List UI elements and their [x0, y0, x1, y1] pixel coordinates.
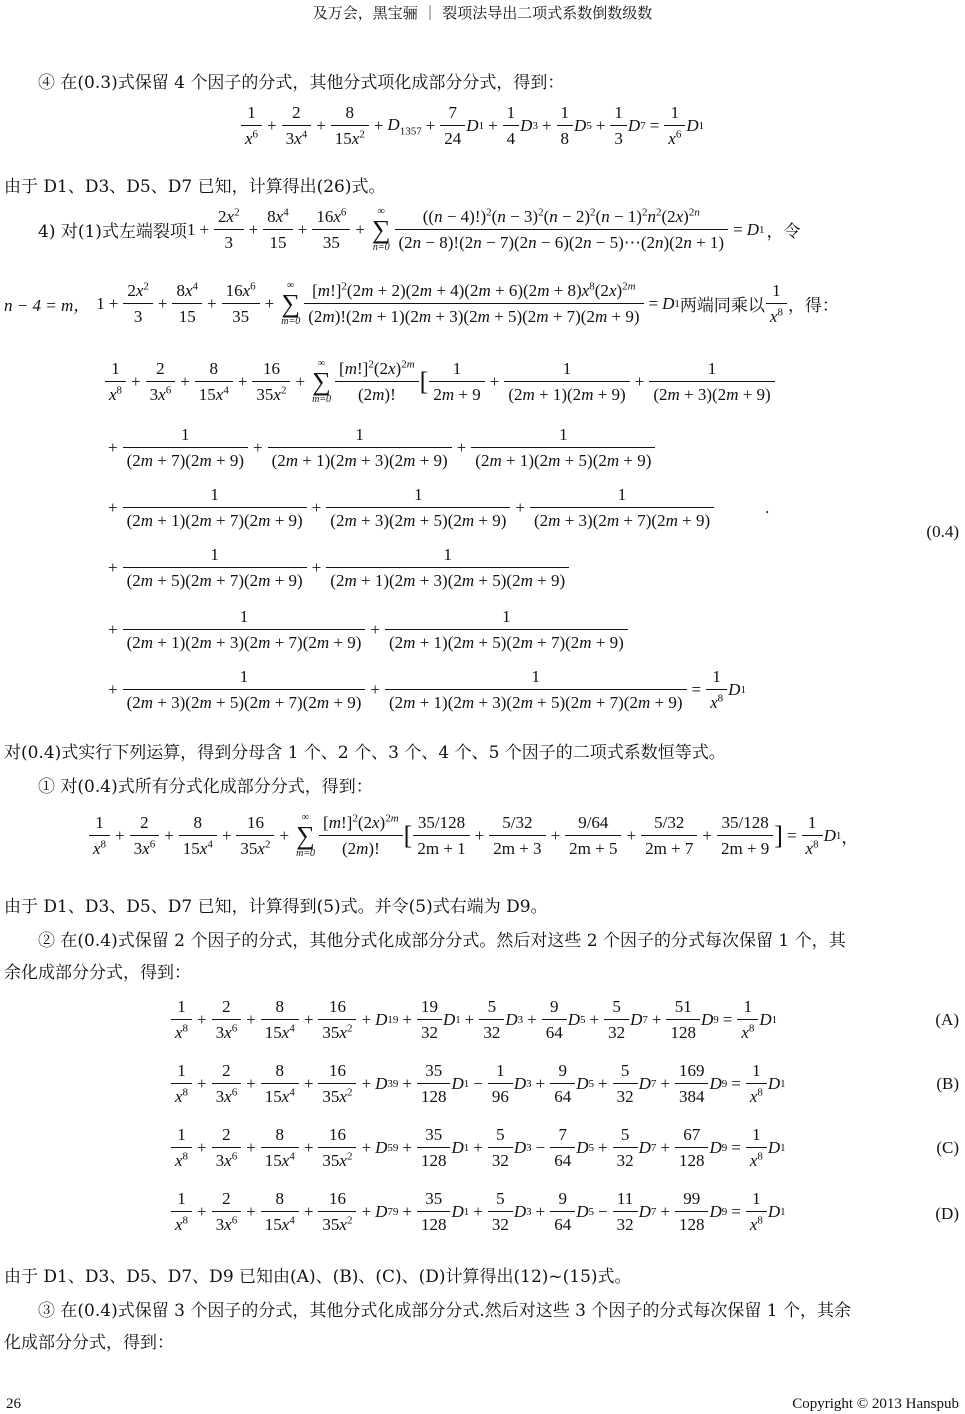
eqB-sign5: +	[535, 1073, 546, 1093]
eq1-c1-den: 24	[444, 129, 462, 149]
eqC-sign5: −	[535, 1137, 546, 1157]
eqA-c3-num: 5	[479, 996, 504, 1020]
eqB-c9-den: 384	[678, 1087, 705, 1107]
paragraph-step-c-cont: 化成部分分式，得到：	[4, 1333, 174, 1353]
eqC-c5-den: 64	[554, 1151, 572, 1171]
paragraph-step-b-cont: 余化成部分分式，得到：	[4, 963, 191, 983]
eqC-c3-den: 32	[491, 1151, 509, 1171]
eq5-coeff-5: 35/128	[717, 812, 773, 836]
eqB-sub: 39	[387, 1077, 399, 1090]
eqC-sub: 59	[387, 1141, 399, 1154]
eq5-den-2: 2m + 3	[493, 839, 542, 859]
eq5-den-1: 2m + 1	[417, 839, 466, 859]
equation-step4: $\frac{1}{x^6}$ + $\frac{2}{3x^4}$ + $\frac{8}{15x^2}$ + $D_{1357}$ + $\frac{7}{24}$ D 1 + $\frac{1}{4}$ D 3 + $\frac{1}{8}$ D 5 + $\frac{1}{3}$ D 7 = $\frac{1}{x^6}$ D 1	[240, 102, 704, 150]
eq1-c5-num: 1	[557, 102, 574, 126]
equation-A: $\frac{1}{x^8}$ + $\frac{2}{3x^6}$ + $\frac{8}{15x^4}$ + $\frac{16}{35x^2}$ + D 19 + $\frac{19}{32}$ D 1 + $\frac{5}{32}$ D 3 + $\frac{9}{64}$ D 5 + $\frac{5}{32}$ D 7 + $\frac{51}{128}$ D 9 = $\frac{1}{x^8}$ D 1	[170, 996, 777, 1044]
eqC-sign7: +	[597, 1137, 608, 1157]
eq1-c5-den: 8	[560, 129, 570, 149]
eqB-sign7: +	[597, 1073, 608, 1093]
eq5-coeff-4: 5/32	[641, 812, 697, 836]
paragraph-d-known-2: 由于 D1、D3、D5、D7 已知，计算得到(5)式。并令(5)式右端为 D9。	[4, 897, 548, 917]
paragraph-d-known-3: 由于 D1、D3、D5、D7、D9 已知由(A)、(B)、(C)、(D)计算得出(12)~(15)式。	[4, 1267, 632, 1287]
equation-B: $\frac{1}{x^8}$ + $\frac{2}{3x^6}$ + $\frac{8}{15x^4}$ + $\frac{16}{35x^2}$ + D 39 + $\frac{35}{128}$ D 1 − $\frac{1}{96}$ D 3 + $\frac{9}{64}$ D 5 + $\frac{5}{32}$ D 7 + $\frac{169}{384}$ D 9 = $\frac{1}{x^8}$ D 1	[170, 1060, 786, 1108]
paragraph-step-c: ③ 在(0.4)式保留 3 个因子的分式，其他分式化成部分分式.然后对这些 3 个因子的分式每次保留 1 个，其余	[38, 1301, 851, 1321]
eqA-c7-num: 5	[604, 996, 629, 1020]
paragraph-step4: ④ 在(0.3)式保留 4 个因子的分式，其他分式项化成部分分式，得到：	[38, 73, 565, 93]
eqC-sign3: +	[473, 1137, 483, 1157]
eqC-c1-den: 128	[420, 1151, 447, 1171]
eqB-c3-num: 1	[488, 1060, 513, 1084]
eqD-sign7: −	[597, 1201, 608, 1221]
equation-partial-fractions: $\frac{1}{x^8}$ + $\frac{2}{3x^6}$ + $\frac{8}{15x^4}$ + $\frac{16}{35x^2}$ + ∞ ∑ m=0 $\frac{[m!]^2(2x)^{2m}}{(2m)!}$ [ $\frac{35/128}{2m + 1}$ + $\frac{5/32}{2m + 3}$ + $\frac{9/64}{2m + 5}$ + $\frac{5/32}{2m + 7}$ + $\frac{35/128}{2m + 9}$ ] = $\frac{1}{x^8}$ D 1 ，	[88, 812, 858, 860]
eqC-c5-num: 7	[550, 1124, 575, 1148]
eqD-c9-num: 99	[675, 1188, 709, 1212]
eqD-c5-den: 64	[554, 1215, 572, 1235]
equation-tag-D: (D)	[935, 1204, 959, 1223]
eqA-c5-den: 64	[545, 1023, 563, 1043]
step4-let: ，令	[766, 222, 801, 243]
eqD-sign5: +	[535, 1201, 546, 1221]
eqB-c5-num: 9	[550, 1060, 575, 1084]
eqA-c1-den: 32	[420, 1023, 438, 1043]
page-number: 26	[6, 1396, 21, 1412]
eqD-c3-num: 5	[488, 1188, 513, 1212]
sum-symbol: ∞ ∑ n=0	[371, 205, 391, 253]
equation-tag-A: (A)	[935, 1010, 959, 1029]
eqB-c5-den: 64	[554, 1087, 572, 1107]
equation-substitution: n − 4 = m， 1 + $\frac{2x^2}{3}$ + $\frac{8x^4}{15}$ + $\frac{16x^6}{35}$ + ∞ ∑ m=0 $\frac{[m!]^2(2m + 2)(2m + 4)(2m + 6)(2m + 8)x^8(2x)^{2m}}{(2m)!(2m + 1)(2m + 3)(2m + 5)(2m + 7)(2m + 9)}$ = D 1 两端同乘以 $\frac{1}{x^8}$ ，得：	[4, 279, 839, 327]
eq5-coeff-3: 9/64	[565, 812, 621, 836]
eqD-sub: 79	[387, 1205, 399, 1218]
eq1-c3-num: 1	[503, 102, 520, 126]
equation-tag-04: (0.4)	[926, 522, 959, 541]
eqA-c7-den: 32	[608, 1023, 626, 1043]
eqB-c9-num: 169	[675, 1060, 709, 1084]
equation-D: $\frac{1}{x^8}$ + $\frac{2}{3x^6}$ + $\frac{8}{15x^4}$ + $\frac{16}{35x^2}$ + D 79 + $\frac{35}{128}$ D 1 + $\frac{5}{32}$ D 3 + $\frac{9}{64}$ D 5 − $\frac{11}{32}$ D 7 + $\frac{99}{128}$ D 9 = $\frac{1}{x^8}$ D 1	[170, 1188, 786, 1236]
eqD-c5-num: 9	[550, 1188, 575, 1212]
equation-04-line3: + $\frac{1}{(2m + 1)(2m + 7)(2m + 9)}$ + $\frac{1}{(2m + 3)(2m + 5)(2m + 9)}$ + $\frac{1}{(2m + 3)(2m + 7)(2m + 9)}$ .	[108, 485, 770, 531]
eqD-c1-den: 128	[420, 1215, 447, 1235]
eqC-c7-num: 5	[613, 1124, 638, 1148]
equation-04-line2: + $\frac{1}{(2m + 7)(2m + 9)}$ + $\frac{1}{(2m + 1)(2m + 3)(2m + 9)}$ + $\frac{1}{(2m + 1)(2m + 5)(2m + 9)}$	[104, 424, 656, 472]
equation-04-line4: + $\frac{1}{(2m + 5)(2m + 7)(2m + 9)}$ + $\frac{1}{(2m + 1)(2m + 3)(2m + 5)(2m + 9)}$	[104, 544, 570, 592]
step4-label: 4) 对(1)式左端裂项	[38, 222, 187, 243]
eqD-c9-den: 128	[678, 1215, 705, 1235]
eqD-sign3: +	[473, 1201, 483, 1221]
eq1-sub: 1357	[399, 124, 422, 137]
eqD-c3-den: 32	[491, 1215, 509, 1235]
eqB-sign3: −	[473, 1073, 483, 1093]
eqB-c7-den: 32	[616, 1087, 634, 1107]
eqA-c5-num: 9	[542, 996, 567, 1020]
eqA-sign7: +	[589, 1009, 600, 1029]
paragraph-d-known-1: 由于 D1、D3、D5、D7 已知，计算得出(26)式。	[4, 177, 386, 197]
multiply-result: ，得：	[787, 296, 839, 317]
equation-04-line5: + $\frac{1}{(2m + 1)(2m + 3)(2m + 7)(2m + 9)}$ + $\frac{1}{(2m + 1)(2m + 5)(2m + 7)(2m + 9)}$	[104, 606, 629, 654]
eqC-c9-den: 128	[678, 1151, 705, 1171]
eq1-c7-num: 1	[610, 102, 627, 126]
paragraph-operations: 对(0.4)式实行下列运算，得到分母含 1 个、2 个、3 个、4 个、5 个因子的二项式系数恒等式。	[4, 743, 726, 763]
equation-tag-B: (B)	[936, 1074, 959, 1093]
eq5-den-4: 2m + 7	[645, 839, 694, 859]
eqA-c9-den: 128	[670, 1023, 696, 1043]
eqA-sub: 19	[387, 1013, 399, 1026]
eq1-c3-den: 4	[506, 129, 516, 149]
eq5-coeff-2: 5/32	[489, 812, 545, 836]
eqB-c1-den: 128	[420, 1087, 447, 1107]
eqA-c9-num: 51	[666, 996, 700, 1020]
eqB-c7-num: 5	[613, 1060, 638, 1084]
sum-symbol-m: ∞ ∑ m=0	[281, 279, 301, 327]
eq1-c1-num: 7	[440, 102, 465, 126]
equation-C: $\frac{1}{x^8}$ + $\frac{2}{3x^6}$ + $\frac{8}{15x^4}$ + $\frac{16}{35x^2}$ + D 59 + $\frac{35}{128}$ D 1 + $\frac{5}{32}$ D 3 − $\frac{7}{64}$ D 5 + $\frac{5}{32}$ D 7 + $\frac{67}{128}$ D 9 = $\frac{1}{x^8}$ D 1	[170, 1124, 786, 1172]
paragraph-step-a: ① 对(0.4)式所有分式化成部分分式，得到：	[38, 777, 373, 797]
equation-step4-split: 4) 对(1)式左端裂项 1 + $\frac{2x^2}{3}$ + $\frac{8x^4}{15}$ + $\frac{16x^6}{35}$ + ∞ ∑ n=0 $\frac{((n - 4)!)^2(n - 3)^2(n - 2)^2(n - 1)^2n^2(2x)^{2n}}{(2n - 8)!(2n - 7)(2n - 6)(2n - 5)\cdots(2n)(2n + 1)}$ = D 1 ，令	[38, 205, 801, 253]
equation-tag-C: (C)	[936, 1138, 959, 1157]
eqA-sign3: +	[464, 1009, 475, 1029]
eq5-coeff-1: 35/128	[413, 812, 469, 836]
eq1-c7-den: 3	[614, 129, 623, 149]
eqA-c3-den: 32	[483, 1023, 501, 1043]
eqC-c7-den: 32	[616, 1151, 634, 1171]
eqD-c7-num: 11	[613, 1188, 638, 1212]
eqA-c1-num: 19	[417, 996, 442, 1020]
eq5-den-3: 2m + 5	[569, 839, 618, 859]
eqC-c9-num: 67	[675, 1124, 709, 1148]
eqC-c3-num: 5	[488, 1124, 513, 1148]
equation-04-line1: $\frac{1}{x^8}$ + $\frac{2}{3x^6}$ + $\frac{8}{15x^4}$ + $\frac{16}{35x^2}$ + ∞ ∑ m=0 $\frac{[m!]^2(2x)^{2m}}{(2m)!}$ [ $\frac{1}{2m + 9}$ + $\frac{1}{(2m + 1)(2m + 9)}$ + $\frac{1}{(2m + 3)(2m + 9)}$	[104, 358, 776, 406]
running-header: 及万会，黑宝骊 ｜ 裂项法导出二项式系数倒数级数	[312, 4, 653, 22]
copyright: Copyright © 2013 Hanspub	[792, 1396, 959, 1412]
eq5-den-5: 2m + 9	[720, 839, 770, 859]
eqD-c7-den: 32	[616, 1215, 634, 1235]
eqB-c3-den: 96	[491, 1087, 509, 1107]
eqA-sign5: +	[527, 1009, 537, 1029]
substitution-label: n − 4 = m，	[4, 296, 91, 316]
multiply-label: 两端同乘以	[679, 296, 765, 317]
equation-04-line6: + $\frac{1}{(2m + 3)(2m + 5)(2m + 7)(2m + 9)}$ + $\frac{1}{(2m + 1)(2m + 3)(2m + 5)(2m + 7)(2m + 9)}$ = $\frac{1}{x^8}$ D 1	[108, 667, 746, 713]
paragraph-step-b: ② 在(0.4)式保留 2 个因子的分式，其他分式化成部分分式。然后对这些 2 个因子的分式每次保留 1 个，其	[38, 931, 846, 951]
eqB-c1-num: 35	[417, 1060, 451, 1084]
eqD-c1-num: 35	[417, 1188, 451, 1212]
eqC-c1-num: 35	[417, 1124, 451, 1148]
